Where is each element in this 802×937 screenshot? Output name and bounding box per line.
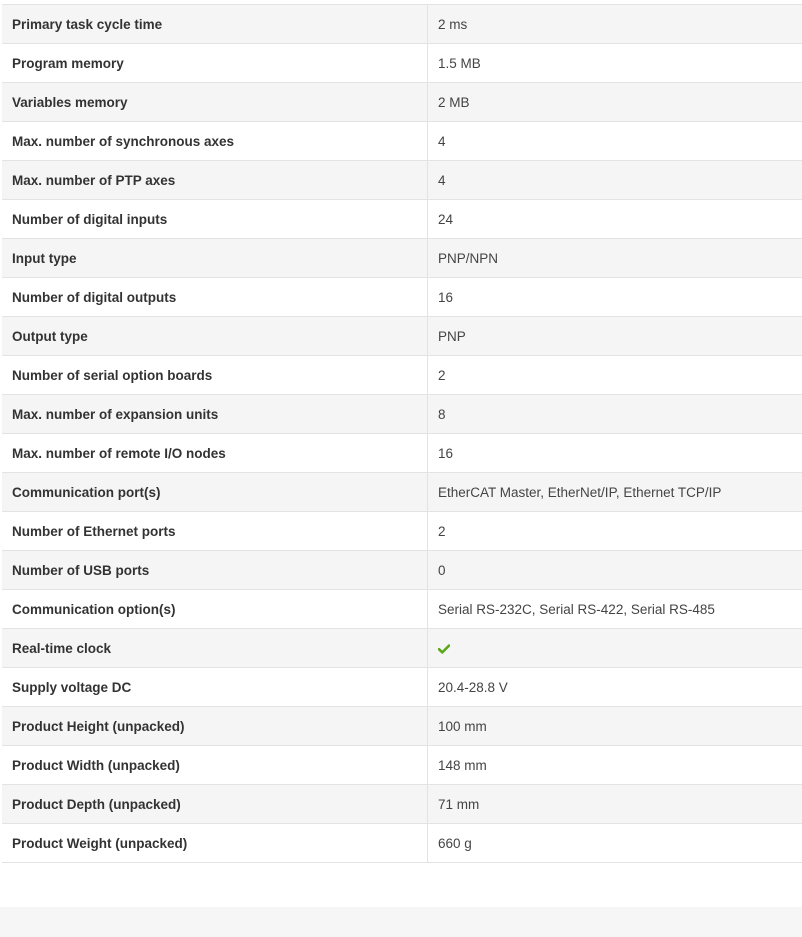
spec-row [2,161,802,200]
spec-row [2,512,802,551]
spec-row [2,551,802,590]
spec-row [2,278,802,317]
spec-row [2,395,802,434]
spec-label: Input type [2,239,428,278]
check-icon [438,644,450,654]
spec-value: 71 mm [428,785,802,824]
spec-row [2,83,802,122]
spec-label: Supply voltage DC [2,668,428,707]
spec-label: Max. number of PTP axes [2,161,428,200]
spec-label: Number of serial option boards [2,356,428,395]
spec-value: 660 g [428,824,802,863]
spec-label: Number of USB ports [2,551,428,590]
spec-value: 100 mm [428,707,802,746]
spec-value: PNP [428,317,802,356]
spec-label: Variables memory [2,83,428,122]
spec-table [2,4,802,863]
spec-value: 0 [428,551,802,590]
spec-value: 16 [428,278,802,317]
spec-row [2,707,802,746]
spec-value: 2 [428,356,802,395]
spec-label: Primary task cycle time [2,5,428,44]
spec-label: Product Depth (unpacked) [2,785,428,824]
spec-value [428,629,802,668]
spec-row [2,200,802,239]
spec-value: 2 [428,512,802,551]
spec-row [2,824,802,863]
spec-value: 148 mm [428,746,802,785]
spec-row [2,356,802,395]
spec-label: Real-time clock [2,629,428,668]
spec-label: Number of digital outputs [2,278,428,317]
spec-label: Product Width (unpacked) [2,746,428,785]
spec-row [2,629,802,668]
spec-value: 1.5 MB [428,44,802,83]
spec-row [2,239,802,278]
spec-label: Program memory [2,44,428,83]
spec-row [2,434,802,473]
spec-value: Serial RS-232C, Serial RS-422, Serial RS-485 [428,590,802,629]
spec-row [2,746,802,785]
spec-label: Communication option(s) [2,590,428,629]
spec-table-body [2,5,802,863]
spec-row [2,668,802,707]
spec-value: 2 MB [428,83,802,122]
spec-value: 16 [428,434,802,473]
spec-row [2,785,802,824]
spec-value: 24 [428,200,802,239]
spec-value: 20.4-28.8 V [428,668,802,707]
spec-value: PNP/NPN [428,239,802,278]
spec-label: Max. number of expansion units [2,395,428,434]
spec-row [2,122,802,161]
spec-value: 4 [428,161,802,200]
spec-row [2,44,802,83]
spec-value: 4 [428,122,802,161]
spec-row [2,317,802,356]
spec-label: Output type [2,317,428,356]
spec-label: Product Height (unpacked) [2,707,428,746]
spec-label: Product Weight (unpacked) [2,824,428,863]
spec-label: Max. number of remote I/O nodes [2,434,428,473]
footer-band [0,907,802,937]
spec-label: Number of Ethernet ports [2,512,428,551]
spec-label: Number of digital inputs [2,200,428,239]
spec-row [2,5,802,44]
spec-row [2,473,802,512]
spec-value: EtherCAT Master, EtherNet/IP, Ethernet TCP/IP [428,473,802,512]
spec-label: Communication port(s) [2,473,428,512]
spec-value: 2 ms [428,5,802,44]
spec-label: Max. number of synchronous axes [2,122,428,161]
spec-row [2,590,802,629]
spec-value: 8 [428,395,802,434]
